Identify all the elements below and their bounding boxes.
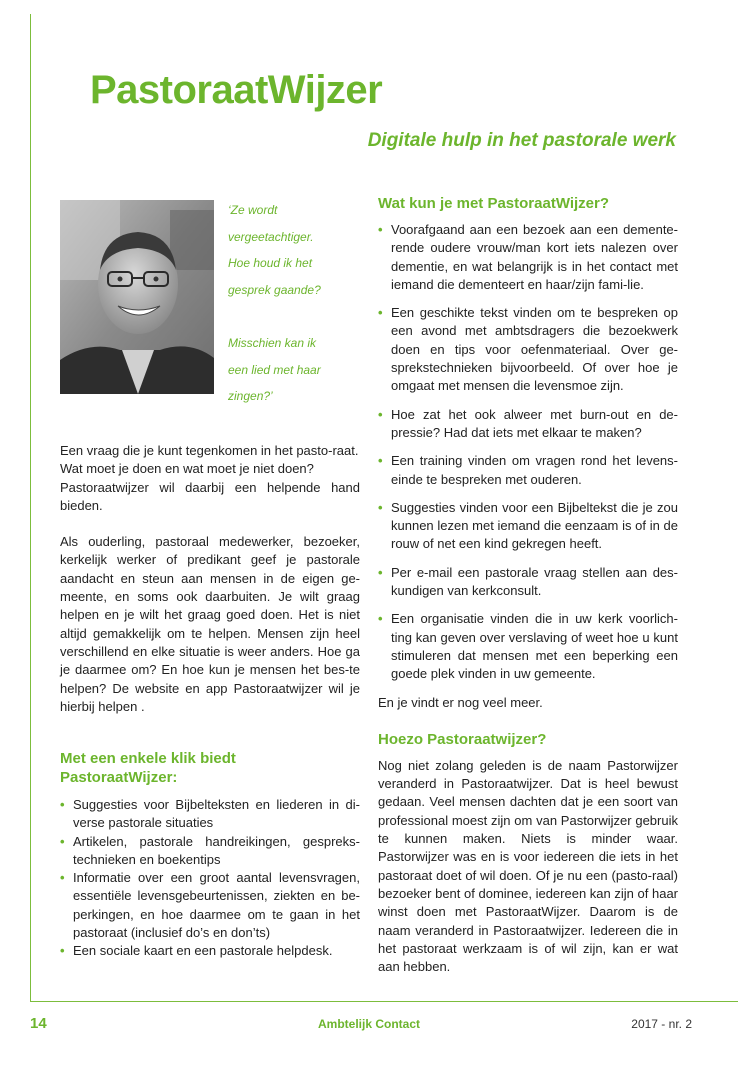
list-item: • Suggesties vinden voor een Bijbeltekst die je zou kunnen lezen met iemand die eenzaam is of in de rouw of net een kind gekregen heeft.	[378, 499, 678, 554]
second-section-paragraph: Nog niet zolang geleden is de naam Pastorwijzer veranderd in Pastoraatwijzer. Dat is heel bewust gedaan. Veel mensen dachten dat je een soort van professional moest zijn om van Pastorwijzer gebruik te kunnen maken. Niets is minder waar. Pastorwijzer was en is voor iedereen die iets in het pastoraat doet of wil doen. Of je nu een (pasto-raal) bezoeker bent of dominee, iedereen kan zijn of haar winst doen met PastoraatWijzer. Daarom is de naam veranderd in Pastoraatwijzer. Iedereen die in het pastoraat werkzaam is of wil zijn, kan er wat aan hebben.	[378, 757, 678, 975]
intro-sentence: Pastoraatwijzer wil daarbij een helpende hand bieden.	[60, 479, 360, 513]
left-section-heading	[60, 749, 360, 787]
list-item: • Artikelen, pastorale handreikingen, gespreks-technieken en boekentips	[60, 833, 360, 870]
intro-paragraph-1	[60, 442, 360, 515]
footer-rule	[30, 1001, 738, 1002]
list-item: • Hoe zat het ook alweer met burn-out en de-pressie? Had dat iets met elkaar te maken?	[378, 406, 678, 443]
intro-sentence: Wat moet je doen en wat moet je niet doen?	[60, 461, 314, 477]
left-heading-line: PastoraatWijzer:	[60, 769, 178, 786]
issue-label: 2017 - nr. 2	[631, 1017, 692, 1031]
list-item: • Voorafgaand aan een bezoek aan een demente-rende oudere vrouw/man kort iets nalezen over dementie, en wat belangrijk is in het contact met iemand die dementeert en haar/zijn fami-lie.	[378, 221, 678, 294]
page-title: PastoraatWijzer	[90, 68, 383, 112]
quote-line: een lied met haar	[228, 362, 321, 377]
magazine-name: Ambtelijk Contact	[317, 1017, 420, 1031]
page-number: 14	[30, 1015, 47, 1032]
intro-sentence: Een vraag die je kunt tegenkomen in het pasto-raat.	[60, 443, 359, 458]
list-item: • Een geschikte tekst vinden om te bespreken op een avond met ambtsdragers die bezoekwerk doen en tips voor oefenmateriaal. Over ge-sprekstechnieken bijvoorbeeld. Of over hoe je omgaat met mensen die levensmoe zijn.	[378, 304, 678, 395]
list-item: • Een sociale kaart en een pastorale helpdesk.	[60, 942, 360, 960]
list-item: • Een training vinden om vragen rond het levens-einde te bespreken met ouderen.	[378, 452, 678, 489]
portrait-image	[60, 200, 214, 394]
right-section-heading: Wat kun je met PastoraatWijzer?	[378, 195, 610, 212]
vertical-rule	[30, 14, 31, 1002]
quote-line: gesprek gaande?	[228, 282, 321, 297]
quote-gap	[228, 303, 358, 330]
quote-line: ‘Ze wordt	[228, 203, 278, 217]
pull-quote	[228, 197, 358, 410]
list-item: • Per e-mail een pastorale vraag stellen aan des-kundigen van kerkconsult.	[378, 564, 678, 601]
portrait-photo	[60, 200, 214, 394]
quote-line: vergeetachtiger.	[228, 229, 314, 244]
list-item: • Een organisatie vinden die in uw kerk voorlich-ting kan geven over verslaving of weet hoe u kunt stimuleren dat mensen met een beperking een goede plek vinden in uw gemeente.	[378, 610, 678, 683]
list-item: • Informatie over een groot aantal levensvragen, essentiële levensgebeurtenissen, ziekten en be-perkingen, en hoe daarmee om te gaan in het pastoraat (inclusief do’s en don’ts)	[60, 869, 360, 942]
intro-paragraph-2: Als ouderling, pastoraal medewerker, bezoeker, kerkelijk werker of predikant geef je pastorale aandacht en steun aan mensen in de eigen ge-meente, en soms ook daarbuiten. Je wilt graag helpen en je wilt het graag goed doen. Het is niet altijd gemakkelijk om te helpen. Mensen zijn heel verschillend en elke situatie is weer anders. Hoe ga je daarmee om? En hoe kun je mensen het bes-te helpen? De website en app Pastoraatwijzer wil je hierbij helpen .	[60, 534, 360, 714]
bullet-list	[60, 796, 360, 961]
closing-sentence: En je vindt er nog veel meer.	[378, 694, 543, 710]
page-subtitle: Digitale hulp in het pastorale werk	[367, 130, 676, 151]
intro-text	[60, 442, 360, 734]
quote-line: Hoe houd ik het	[228, 256, 313, 271]
right-column	[378, 194, 678, 976]
list-item: • Suggesties voor Bijbelteksten en liederen in di-verse pastorale situaties	[60, 796, 360, 833]
right-bullet-list	[378, 221, 678, 684]
quote-line: Misschien kan ik	[228, 335, 317, 350]
left-heading-line: Met een enkele klik biedt	[60, 750, 236, 767]
left-bullet-list	[60, 796, 360, 961]
second-section-heading: Hoezo Pastoraatwijzer?	[378, 730, 547, 748]
quote-line: zingen?’	[228, 389, 273, 404]
